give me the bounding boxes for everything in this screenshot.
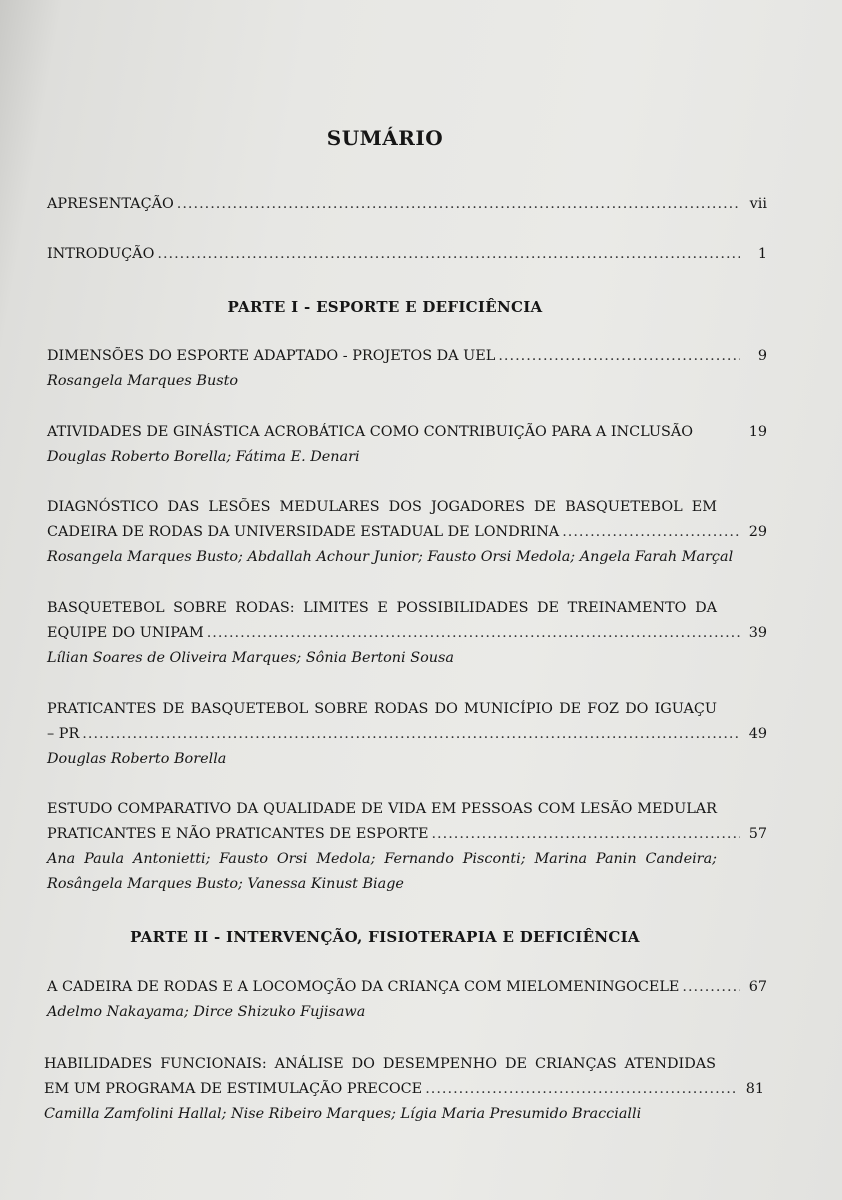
toc-entry-authors: Camilla Zamfolini Hallal; Nise Ribeiro Marques; Lígia Maria Presumido Braccialli xyxy=(44,1106,642,1122)
toc-entry-authors: Rosângela Marques Busto; Vanessa Kinust Biage xyxy=(47,876,404,892)
toc-entry-authors: Ana Paula Antonietti; Fausto Orsi Medola; Fernando Pisconti; Marina Panin Candeira; xyxy=(47,851,717,867)
toc-entry-title: ATIVIDADES DE GINÁSTICA ACROBÁTICA COMO CONTRIBUIÇÃO PARA A INCLUSÃO xyxy=(47,424,694,440)
toc-entry[interactable] xyxy=(47,797,767,897)
toc-entry[interactable] xyxy=(47,344,767,394)
toc-entry-authors: Rosangela Marques Busto xyxy=(47,373,239,389)
toc-entry-title: A CADEIRA DE RODAS E A LOCOMOÇÃO DA CRIANÇA COM MIELOMENINGOCELE xyxy=(47,979,680,995)
toc-entry-title: HABILIDADES FUNCIONAIS: ANÁLISE DO DESEMPENHO DE CRIANÇAS ATENDIDAS xyxy=(44,1056,716,1072)
part-heading-2: PARTE II - INTERVENÇÃO, FISIOTERAPIA E DEFICIÊNCIA xyxy=(130,928,640,946)
toc-entry[interactable] xyxy=(47,596,767,671)
dot-leader xyxy=(562,520,740,545)
toc-entry[interactable] xyxy=(47,495,767,570)
toc-page-number: 29 xyxy=(748,524,767,540)
toc-entry-title: INTRODUÇÃO xyxy=(47,246,155,262)
dot-leader xyxy=(431,822,740,847)
part-heading-1: PARTE I - ESPORTE E DEFICIÊNCIA xyxy=(227,298,543,316)
toc-entry-authors: Rosangela Marques Busto; Abdallah Achour Junior; Fausto Orsi Medola; Angela Farah Marçal xyxy=(47,549,734,565)
toc-entry-title: – PR xyxy=(47,726,80,742)
toc-entry-authors: Adelmo Nakayama; Dirce Shizuko Fujisawa xyxy=(47,1004,366,1020)
toc-entry-title: CADEIRA DE RODAS DA UNIVERSIDADE ESTADUAL DE LONDRINA xyxy=(47,524,560,540)
toc-entry[interactable] xyxy=(44,1052,764,1127)
toc-entry-introducao[interactable] xyxy=(47,242,767,267)
toc-entry-title: EM UM PROGRAMA DE ESTIMULAÇÃO PRECOCE xyxy=(44,1081,423,1097)
dot-leader xyxy=(157,242,740,267)
toc-entry-title: EQUIPE DO UNIPAM xyxy=(47,625,204,641)
toc-entry-title: APRESENTAÇÃO xyxy=(47,196,174,212)
dot-leader xyxy=(207,621,740,646)
toc-entry-authors: Lílian Soares de Oliveira Marques; Sônia Bertoni Sousa xyxy=(47,650,454,666)
toc-entry-apresentacao[interactable] xyxy=(47,192,767,217)
toc-entry[interactable] xyxy=(47,697,767,772)
dot-leader xyxy=(425,1077,737,1102)
toc-page-number: 9 xyxy=(757,348,767,364)
toc-page-number: 57 xyxy=(748,826,767,842)
toc-entry-authors: Douglas Roberto Borella xyxy=(47,751,227,767)
toc-page-number: 67 xyxy=(748,979,767,995)
toc-entry-title: DIAGNÓSTICO DAS LESÕES MEDULARES DOS JOGADORES DE BASQUETEBOL EM xyxy=(47,499,717,515)
dot-leader xyxy=(177,192,740,217)
toc-page-number: 81 xyxy=(745,1081,764,1097)
toc-page-number: 39 xyxy=(748,625,767,641)
dot-leader xyxy=(498,344,740,369)
toc-entry[interactable] xyxy=(47,420,767,470)
toc-entry-title: PRATICANTES E NÃO PRATICANTES DE ESPORTE xyxy=(47,826,429,842)
toc-entry-title: ESTUDO COMPARATIVO DA QUALIDADE DE VIDA EM PESSOAS COM LESÃO MEDULAR xyxy=(47,801,717,817)
toc-entry[interactable] xyxy=(47,975,767,1025)
dot-leader xyxy=(82,722,740,747)
toc-entry-title: DIMENSÕES DO ESPORTE ADAPTADO - PROJETOS DA UEL xyxy=(47,348,496,364)
toc-page-number: 19 xyxy=(748,424,767,440)
toc-page-number: 1 xyxy=(757,246,767,262)
page-title: SUMÁRIO xyxy=(326,126,444,150)
toc-entry-title: BASQUETEBOL SOBRE RODAS: LIMITES E POSSIBILIDADES DE TREINAMENTO DA xyxy=(47,600,717,616)
toc-entry-title: PRATICANTES DE BASQUETEBOL SOBRE RODAS DO MUNICÍPIO DE FOZ DO IGUAÇU xyxy=(47,701,717,717)
dot-leader xyxy=(682,975,740,1000)
toc-page-number: vii xyxy=(749,196,767,212)
toc-page-number: 49 xyxy=(748,726,767,742)
toc-entry-authors: Douglas Roberto Borella; Fátima E. Denari xyxy=(47,449,360,465)
